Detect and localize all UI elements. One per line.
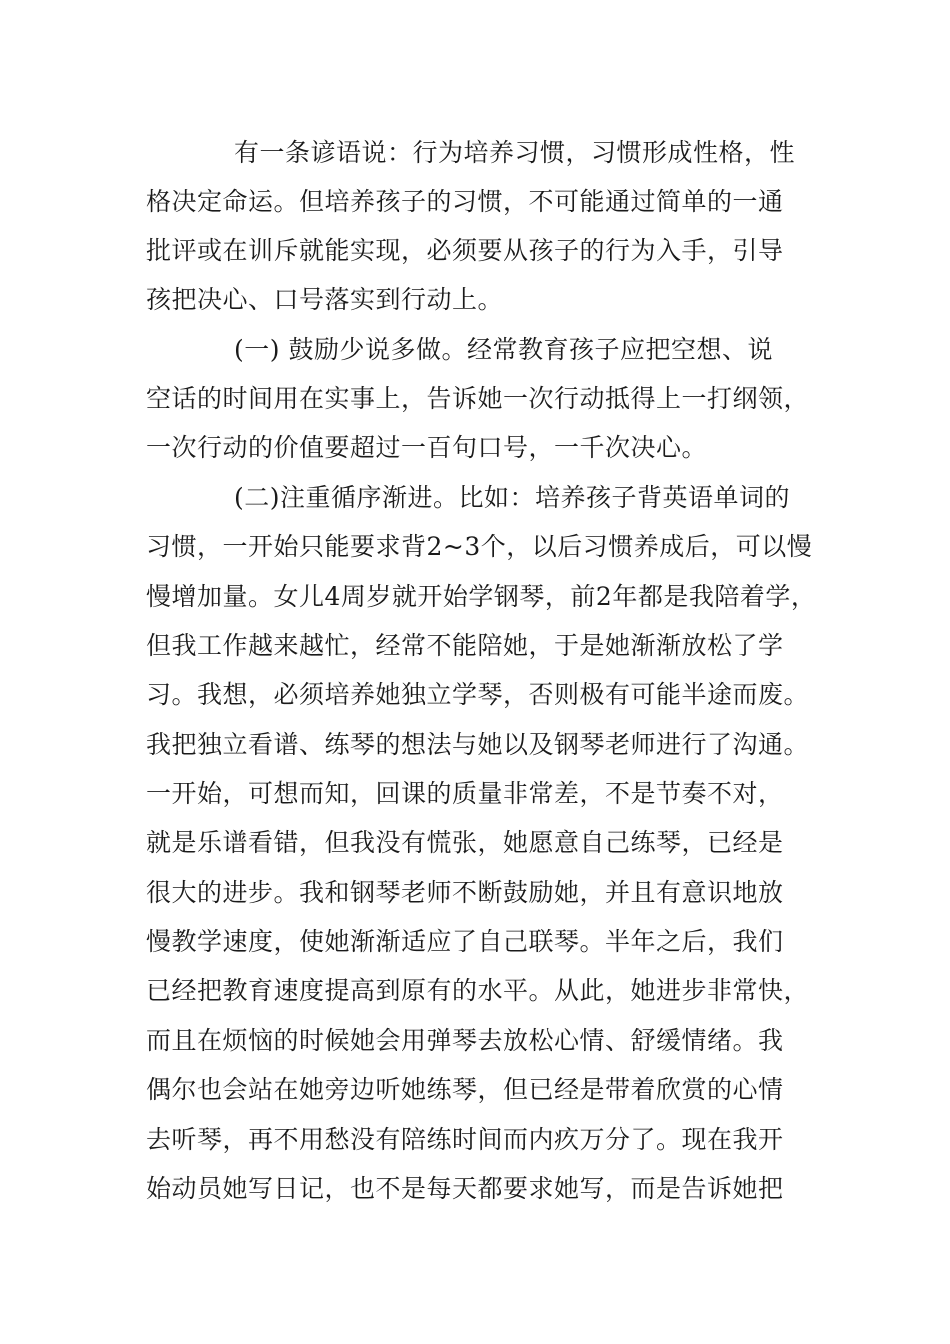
paragraph-3-line-14: 去听琴，再不用愁没有陪练时间而内疚万分了。现在我开 — [146, 1125, 784, 1154]
paragraph-3-line-4: 但我工作越来越忙，经常不能陪她，于是她渐渐放松了学 — [146, 631, 784, 660]
paragraph-3-line-5: 习。我想，必须培养她独立学琴，否则极有可能半途而废。 — [146, 680, 810, 709]
paragraph-3-line-12: 而且在烦恼的时候她会用弹琴去放松心情、舒缓情绪。我 — [146, 1026, 784, 1055]
paragraph-1-line-2: 格决定命运。但培养孩子的习惯，不可能通过简单的一通 — [146, 187, 784, 216]
paragraph-3-line-1: (二)注重循序渐进。比如：培养孩子背英语单词的 — [234, 483, 791, 512]
paragraph-2-line-1: (一) 鼓励少说多做。经常教育孩子应把空想、说 — [234, 335, 773, 364]
paragraph-1-line-1: 有一条谚语说：行为培养习惯，习惯形成性格，性 — [234, 138, 796, 167]
paragraph-3-line-6: 我把独立看谱、练琴的想法与她以及钢琴老师进行了沟通。 — [146, 730, 810, 759]
paragraph-1-line-4: 孩把决心、口号落实到行动上。 — [146, 285, 504, 314]
paragraph-3-line-15: 始动员她写日记，也不是每天都要求她写，而是告诉她把 — [146, 1174, 784, 1203]
paragraph-1-line-3: 批评或在训斥就能实现，必须要从孩子的行为入手，引导 — [146, 236, 784, 265]
paragraph-3-line-10: 慢教学速度，使她渐渐适应了自己联琴。半年之后，我们 — [146, 927, 784, 956]
paragraph-3-line-13: 偶尔也会站在她旁边听她练琴，但已经是带着欣赏的心情 — [146, 1075, 784, 1104]
paragraph-2-line-2: 空话的时间用在实事上，告诉她一次行动抵得上一打纲领， — [146, 384, 810, 413]
paragraph-2-line-3: 一次行动的价值要超过一百句口号，一千次决心。 — [146, 433, 708, 462]
paragraph-3-line-7: 一开始，可想而知，回课的质量非常差，不是节奏不对， — [146, 779, 784, 808]
paragraph-3-line-2: 习惯，一开始只能要求背2~3个，以后习惯养成后，可以慢 — [146, 532, 813, 561]
paragraph-3-line-11: 已经把教育速度提高到原有的水平。从此，她进步非常快， — [146, 976, 810, 1005]
paragraph-3-line-9: 很大的进步。我和钢琴老师不断鼓励她，并且有意识地放 — [146, 878, 784, 907]
paragraph-3-line-3: 慢增加量。女儿4周岁就开始学钢琴，前2年都是我陪着学， — [146, 582, 817, 611]
paragraph-3-line-8: 就是乐谱看错，但我没有慌张，她愿意自己练琴，已经是 — [146, 828, 784, 857]
